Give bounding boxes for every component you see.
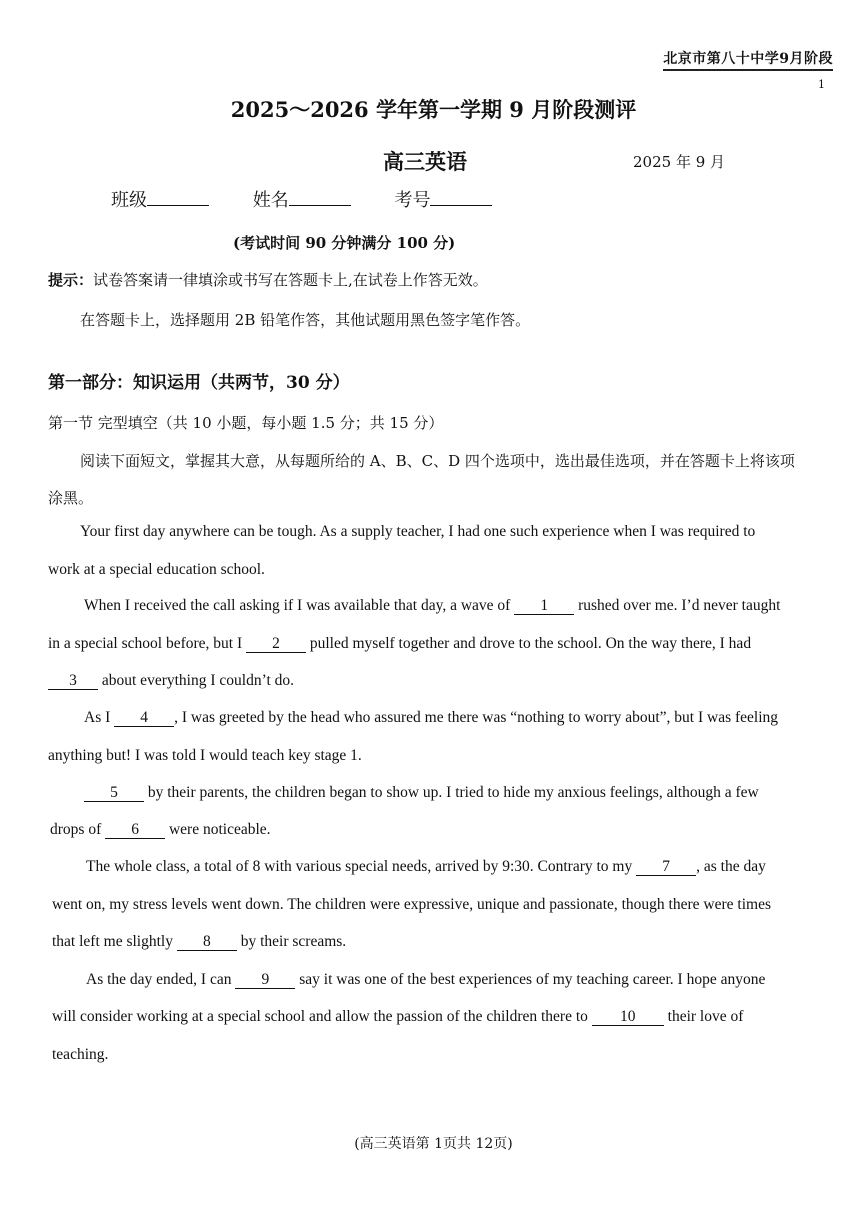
- exam-number-label: 考号: [394, 190, 431, 211]
- blank-3: 3: [48, 673, 98, 690]
- tip-line-2: 在答题卡上，选择题用 2B 铅笔作答，其他试题用黑色签字笔作答。: [80, 311, 531, 329]
- passage-line: [86, 971, 765, 989]
- exam-number-blank: [430, 189, 492, 206]
- passage-text: in a special school before, but I: [48, 635, 243, 652]
- tip-text-1: 试卷答案请一律填涂或书写在答题卡上,在试卷上作答无效。: [93, 271, 488, 289]
- passage-text: , I was greeted by the head who assured me there was “nothing to worry about”, but I was feeling: [174, 709, 779, 726]
- name-blank: [289, 189, 351, 206]
- passage-line: [84, 597, 780, 615]
- passage-text: drops of: [50, 821, 102, 838]
- blank-10: 10: [592, 1009, 664, 1026]
- name-field: [253, 186, 351, 212]
- blank-7: 7: [636, 859, 696, 876]
- passage-text: As the day ended, I can: [86, 971, 232, 988]
- passage-line: [84, 784, 759, 802]
- section-heading: 第一节 完型填空（共 10 小题，每小题 1.5 分；共 15 分）: [48, 414, 444, 432]
- class-label: 班级: [111, 190, 147, 211]
- exam-title: 2025～2026 学年第一学期 9 月阶段测评: [230, 97, 637, 122]
- passage-text: were noticeable.: [168, 821, 271, 838]
- passage-line: Your first day anywhere can be tough. As a supply teacher, I had one such experience when I was required to: [80, 523, 756, 540]
- blank-6: 6: [105, 822, 165, 839]
- name-label: 姓名: [252, 190, 289, 211]
- blank-5: 5: [84, 785, 144, 802]
- passage-line: [48, 635, 751, 653]
- passage-text: As I: [84, 709, 111, 726]
- passage-text: their love of: [667, 1008, 744, 1025]
- class-blank: [147, 189, 209, 206]
- exam-date: 2025 年 9 月: [633, 153, 726, 171]
- passage-text: about everything I couldn’t do.: [101, 672, 295, 689]
- passage-line: went on, my stress levels went down. The children were expressive, unique and passionate, though there were times: [52, 896, 771, 913]
- exam-time-note: (考试时间 90 分钟满分 100 分): [233, 234, 456, 252]
- passage-line: anything but! I was told I would teach key stage 1.: [48, 747, 362, 764]
- passage-text: by their screams.: [240, 933, 347, 950]
- page-mark: 1: [818, 78, 825, 91]
- passage-line: [84, 709, 778, 727]
- passage-line: [86, 858, 766, 876]
- passage-line: [52, 933, 346, 951]
- passage-text: pulled myself together and drove to the school. On the way there, I had: [309, 635, 752, 652]
- passage-line: [52, 1008, 743, 1026]
- blank-4: 4: [114, 710, 174, 727]
- part-heading: 第一部分：知识运用（共两节，30 分）: [48, 373, 350, 393]
- passage-text: rushed over me. I’d never taught: [578, 597, 781, 614]
- school-header-tag: 北京市第八十中学9月阶段: [663, 48, 833, 71]
- passage-text: will consider working at a special school and allow the passion of the children there to: [52, 1008, 588, 1025]
- tip-line-1: [48, 269, 488, 290]
- passage-text: by their parents, the children began to show up. I tried to hide my anxious feelings, although a few: [147, 784, 759, 801]
- passage-text: say it was one of the best experiences of my teaching career. I hope anyone: [299, 971, 766, 988]
- passage-line: teaching.: [52, 1046, 109, 1063]
- passage-text: , as the day: [696, 858, 766, 875]
- blank-1: 1: [514, 598, 574, 615]
- instructions-line-2: 涂黑。: [48, 489, 94, 507]
- passage-line: [48, 672, 294, 690]
- class-field: [111, 186, 209, 212]
- subject-title: 高三英语: [383, 149, 467, 174]
- passage-text: The whole class, a total of 8 with various special needs, arrived by 9:30. Contrary to my: [86, 858, 633, 875]
- blank-2: 2: [246, 636, 306, 653]
- passage-line: work at a special education school.: [48, 561, 265, 578]
- student-info-line: [111, 186, 530, 212]
- passage-text: When I received the call asking if I was available that day, a wave of: [84, 597, 511, 614]
- passage-line: [50, 821, 271, 839]
- page-footer: (高三英语第 1页共 12页): [354, 1136, 513, 1152]
- exam-number-field: [394, 186, 492, 212]
- blank-8: 8: [177, 934, 237, 951]
- blank-9: 9: [235, 972, 295, 989]
- instructions-line-1: 阅读下面短文，掌握其大意，从每题所给的 A、B、C、D 四个选项中，选出最佳选项，并在答题卡上将该项: [80, 452, 795, 470]
- tip-label: 提示：: [48, 271, 94, 289]
- passage-text: that left me slightly: [52, 933, 173, 950]
